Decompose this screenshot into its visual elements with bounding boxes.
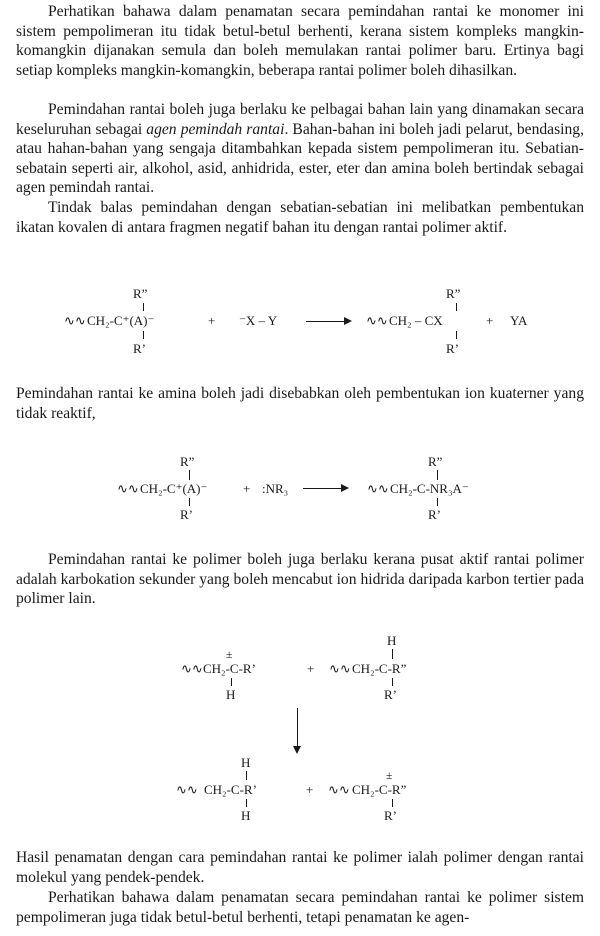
bond-line [231,678,232,686]
polymer-chain: CH₂-C-R” [352,661,407,676]
plus-sign: + [306,782,314,797]
substituent-r-prime: R’ [180,507,193,522]
paragraph-chain-transfer-agents [16,100,584,198]
emphasis-term: agen pemindah rantai [146,120,285,138]
polymer-chain-symbol: ∿∿ [117,481,139,496]
product-chain: CH₂ – CX [389,313,443,328]
substituent-r-prime: R’ [384,808,397,823]
transfer-agent: ⁻X – Y [239,313,278,328]
carbocation-chain: CH₂-C-R’ [203,661,256,676]
reaction-arrow [303,488,343,489]
paragraph-text: Pemindahan rantai boleh juga berlaku ke pelbagai bahan lain yang dinamakan secara keseluruhan sebagai [16,101,584,138]
bond-line [189,498,190,506]
byproduct: YA [510,313,528,328]
reaction-scheme-1 [0,280,600,360]
polymer-chain-symbol: ∿∿ [64,313,86,328]
paragraph-termination-note: Perhatikan bahawa dalam penamatan secara pemindahan rantai ke polimer sistem pempolimeran juga tidak betul-betul berhenti, tetapi penamatan ke agen- [16,889,584,926]
paragraph-covalent-bond: Tindak balas pemindahan dengan sebatian-sebatian ini melibatkan pembentukan ikatan kovalen di antara fragmen negatif bahan itu dengan rantai polimer aktif. [16,199,584,236]
paragraph-short-chains: Hasil penamatan dengan cara pemindahan rantai ke polimer ialah polimer dengan rantai molekul yang pendek-pendek. [16,849,584,886]
bond-line [392,649,393,659]
cation-charge-mark: ± [226,649,233,661]
substituent-r-prime: R’ [428,507,441,522]
paragraph-amine-transfer: Pemindahan rantai ke amina boleh jadi disebabkan oleh pembentukan ion kuaterner yang tidak reaktif, [16,385,584,422]
cation-charge-mark: ± [386,770,393,782]
amine-reagent: :NR₃ [262,481,289,496]
paragraph-polymer-transfer: Pemindahan rantai ke polimer boleh juga berlaku kerana pusat aktif rantai polimer adalah karbokation sekunder yang boleh mencabut ion hidrida daripada karbon tertier pada polimer lain. [16,551,584,608]
arrowhead [344,317,352,325]
bond-line [456,331,457,339]
polymer-chain-symbol: ∿∿ [329,661,351,676]
bond-line [189,470,190,480]
arrowhead [341,484,349,492]
paragraph-chain-transfer-monomer: Perhatikan bahawa dalam penamatan secara pemindahan rantai ke monomer ini sistem pempolimeran itu tidak betul-betul berhenti, kerana sistem kompleks mangkin-komangkin dijanakan semula dan boleh memulakan rantai polimer baru. Ertinya bagi setiap kompleks mangkin-komangkin, beberapa rantai polimer boleh dihasilkan. [16,3,584,79]
bond-line [246,799,247,807]
bond-line [392,799,393,807]
polymer-chain: CH₂-C-R’ [204,782,257,797]
reaction-scheme-3 [0,630,600,830]
plus-sign: + [307,661,315,676]
polymer-chain-symbol: ∿∿ [366,313,388,328]
hydrogen-atom: H [241,808,251,823]
substituent-r-double-prime: R” [446,286,461,301]
carbocation-chain: CH₂-C-R” [352,782,407,797]
plus-sign: + [208,313,216,328]
substituent-r-prime: R’ [446,341,459,356]
bond-line [246,771,247,780]
hydrogen-atom: H [241,755,251,770]
paragraph-text: . Bahan-bahan ini boleh jadi pelarut, bendasing, atau hahan-bahan yang sengaja ditambahkan kepada sistem pempolimeran itu. Sebatian-sebatain seperti air, alkohol, asid, anhidrida, ester, eter dan amina boleh bertindak sebagai agen pemindah rantai. [16,120,584,197]
bond-line [437,470,438,480]
reaction-scheme-2 [0,450,600,530]
polymer-chain-symbol: ∿∿ [176,782,198,797]
carbocation-chain: CH₂-C⁺(A)⁻ [87,313,155,328]
substituent-r-prime: R’ [133,341,146,356]
polymer-chain-symbol: ∿∿ [367,481,389,496]
plus-sign: + [486,313,494,328]
quaternary-ion-product: CH₂-C-NR₃A⁻ [390,481,469,496]
plus-sign: + [243,481,251,496]
hydrogen-atom: H [226,687,236,702]
polymer-chain-symbol: ∿∿ [328,782,350,797]
bond-line [456,303,457,311]
reaction-arrow [297,708,298,748]
reaction-arrow [306,321,346,322]
arrowhead [293,746,301,754]
substituent-r-double-prime: R” [180,454,195,469]
substituent-r-double-prime: R” [428,454,443,469]
bond-line [437,498,438,506]
substituent-r-prime: R’ [384,687,397,702]
polymer-chain-symbol: ∿∿ [181,661,203,676]
carbocation-chain: CH₂-C⁺(A)⁻ [140,481,208,496]
hydrogen-atom: H [387,633,397,648]
bond-line [392,678,393,686]
bond-line [143,303,144,311]
substituent-r-double-prime: R” [133,286,148,301]
bond-line [143,331,144,339]
